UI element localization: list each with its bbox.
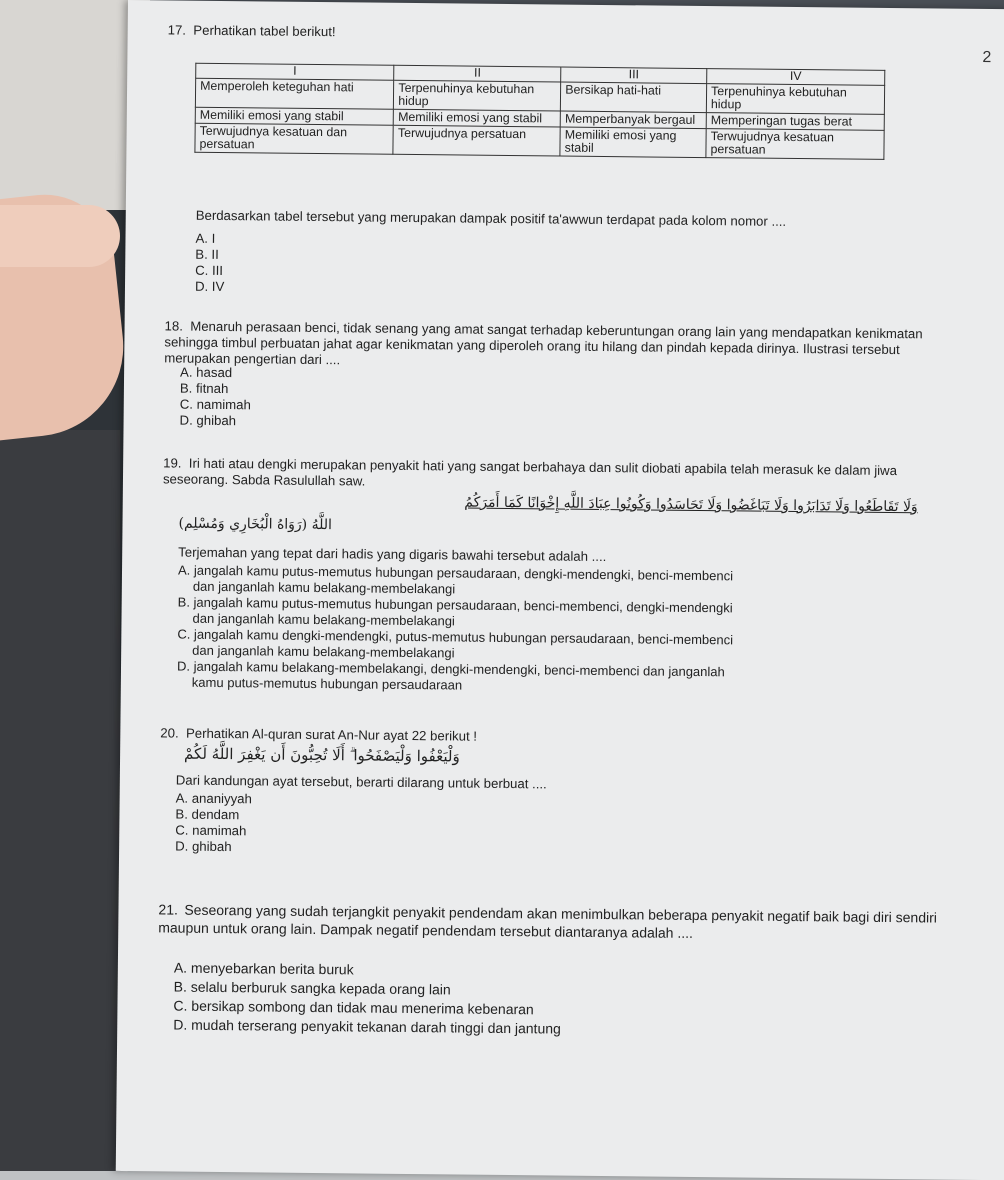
finger [0, 205, 120, 267]
question-number: 20. [160, 725, 179, 741]
option-a[interactable]: A. ananiyyah [175, 790, 252, 807]
table-cell: Memiliki emosi yang stabil [195, 107, 394, 125]
question-text: Iri hati atau dengki merupakan penyakit hati yang sangat berbahaya dan sulit diobati apabila telah merasuk ke dalam jiwa seseorang. Sabda Rasulullah saw. [162, 455, 898, 489]
option-c-cont: dan janganlah kamu belakang-membelakangi [192, 642, 455, 661]
option-d[interactable]: D. jangalah kamu belakang-membelakangi, dengki-mendengki, benci-membenci dan janganlah [176, 658, 725, 680]
exam-paper [116, 0, 1004, 1180]
question-17 [168, 22, 336, 40]
table-cell: Memiliki emosi yang stabil [560, 127, 706, 158]
question-21 [158, 900, 958, 944]
table-cell: Terpenuhinya kebutuhan hidup [394, 80, 561, 111]
option-d[interactable]: D. mudah terserang penyakit tekanan darah tinggi dan jantung [173, 1016, 561, 1037]
question-21-options [173, 959, 561, 1039]
option-a-cont: dan janganlah kamu belakang-membelakangi [192, 578, 456, 597]
question-number: 18. [164, 318, 184, 334]
option-c[interactable]: C. III [195, 262, 224, 279]
table-cell: Bersikap hati-hati [561, 82, 707, 113]
question-20-options [175, 791, 252, 856]
question-18-options [180, 365, 252, 430]
question-text: Menaruh perasaan benci, tidak senang yang amat sangat terhadap keberuntungan orang lain yang mendapatkan kenikmatan sehingga timbul perbuatan jahat agar kenikmatan yang diperoleh orang itu hilang dan pindah kepada dirinya. Ilustrasi tersebut merupakan pengertian dari .... [164, 318, 923, 368]
option-a[interactable]: A. I [195, 230, 216, 246]
question-17-text: Berdasarkan tabel tersebut yang merupakan dampak positif ta'awwun terdapat pada kolom nomor .... [195, 207, 787, 229]
option-d[interactable]: D. ghibah [179, 412, 237, 429]
question-17-options [195, 231, 225, 295]
question-19-options [177, 563, 734, 697]
option-b[interactable]: B. dendam [175, 806, 240, 823]
option-a[interactable]: A. jangalah kamu putus-memutus hubungan persaudaraan, dengki-mendengki, benci-membenci [177, 562, 734, 584]
option-a[interactable]: A. hasad [180, 364, 233, 381]
option-c[interactable]: C. namimah [179, 396, 251, 413]
question-19-text: Terjemahan yang tepat dari hadis yang digaris bawahi tersebut adalah .... [178, 544, 607, 565]
question-19 [163, 455, 963, 495]
question-20-text: Dari kandungan ayat tersebut, berarti dilarang untuk berbuat .... [175, 772, 547, 792]
table-cell: Terwujudnya persatuan [393, 125, 560, 156]
option-c[interactable]: C. jangalah kamu dengki-mendengki, putus-memutus hubungan persaudaraan, benci-membenci [177, 626, 734, 648]
table-cell: Memiliki emosi yang stabil [394, 109, 561, 127]
option-c[interactable]: C. bersikap sombong dan tidak mau menerima kebenaran [173, 997, 534, 1018]
option-c[interactable]: C. namimah [175, 822, 247, 839]
table-cell: Terwujudnya kesatuan persatuan [706, 129, 884, 160]
question-number: 21. [158, 901, 179, 918]
sleeve [0, 430, 120, 1171]
question-text: Perhatikan Al-quran surat An-Nur ayat 22 berikut ! [185, 725, 478, 744]
question-20 [160, 725, 477, 744]
table-cell: Memperbanyak bergaul [560, 111, 706, 129]
option-d[interactable]: D. IV [194, 278, 225, 295]
table-header: III [561, 67, 707, 84]
question-text: Seseorang yang sudah terjangkit penyakit pendendam akan menimbulkan beberapa penyakit negatif baik bagi diri sendiri maupun untuk orang lain. Dampak negatif pendendam tersebut diantaranya adalah .... [158, 901, 938, 941]
question-number: 19. [163, 455, 182, 471]
option-b[interactable]: B. jangalah kamu putus-memutus hubungan persaudaraan, benci-membenci, dengki-mendengki [177, 594, 733, 616]
option-a[interactable]: A. menyebarkan berita buruk [173, 959, 354, 978]
hadith-arabic-line-1: وَلَا تَقَاطَعُوا وَلَا تَدَابَرُوا وَلَا تَبَاغَضُوا وَلَا تَحَاسَدُوا وَكُونُوا عِبَادَ اللَّهِ إِخْوَانًا كَمَا أَمَرَكُمُ [464, 494, 918, 516]
option-b[interactable]: B. selalu berburuk sangka kepada orang lain [173, 978, 451, 998]
page-number: 2 [982, 48, 992, 67]
option-d-cont: kamu putus-memutus hubungan persaudaraan [191, 674, 463, 693]
question-number: 17. [167, 22, 187, 38]
table-cell: Memperingan tugas berat [706, 113, 884, 131]
table-cell: Terpenuhinya kebutuhan hidup [706, 84, 884, 115]
option-d[interactable]: D. ghibah [175, 838, 232, 855]
option-b[interactable]: B. fitnah [179, 380, 229, 397]
table-header: II [394, 65, 561, 82]
table-header: I [196, 63, 394, 80]
table-header: IV [707, 69, 885, 86]
question-18 [164, 318, 964, 374]
option-b[interactable]: B. II [195, 246, 219, 262]
question-prompt: Perhatikan tabel berikut! [193, 22, 336, 40]
quran-arabic: وَلْيَعْفُوا وَلْيَصْفَحُوا ۗ أَلَا تُحِبُّونَ أَن يَغْفِرَ اللَّهُ لَكُمْ [184, 744, 460, 766]
table-cell: Terwujudnya kesatuan dan persatuan [195, 123, 394, 154]
comparison-table [194, 63, 885, 160]
table-row [195, 123, 884, 159]
table-cell: Memperoleh keteguhan hati [195, 78, 394, 109]
hadith-arabic-line-2: اللَّهُ (رَوَاهُ الْبُخَارِي وَمُسْلِم) [178, 515, 333, 534]
option-b-cont: dan janganlah kamu belakang-membelakangi [192, 610, 455, 629]
